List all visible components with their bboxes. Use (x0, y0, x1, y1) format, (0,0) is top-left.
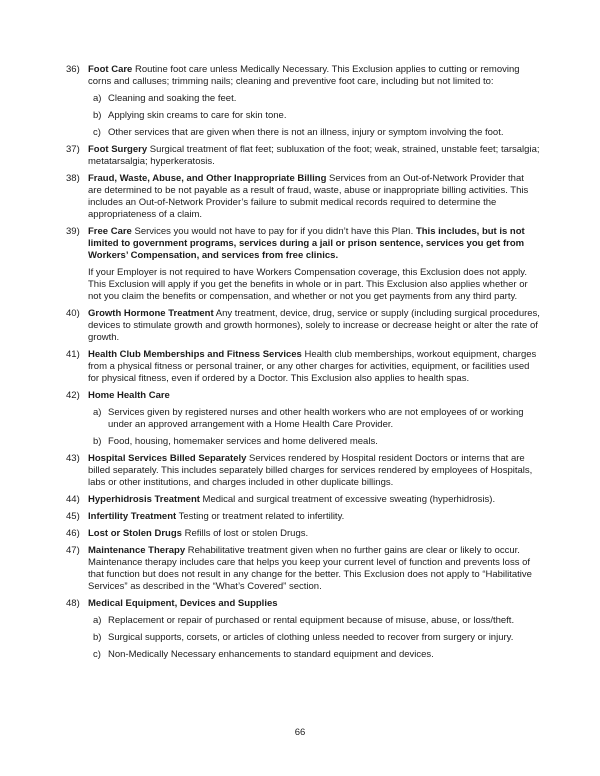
item-text (88, 545, 532, 592)
text-run: Services from an Out-of-Network Provider that are determined to be not payable as a result of fraud, waste, abuse or inappropriate billing activities. This includes an Out-of-Network Provider’s failure to submit medical records required to determine the appropriateness of a claim. (88, 173, 529, 220)
sub-item-label: a) (93, 615, 102, 626)
text-run: Other services that are given when there is not an illness, injury or symptom involving the foot. (108, 127, 504, 138)
exclusion-item (66, 64, 540, 88)
sub-item-text (108, 649, 434, 660)
text-run: Food, housing, homemaker services and home delivered meals. (108, 436, 378, 447)
sub-item-label: c) (93, 127, 101, 138)
sub-item-text (108, 407, 524, 430)
text-run: Any treatment, device, drug, service or supply (including surgical procedures, devices to stimulate growth and growth hormones), solely to increase or decrease height or alter the rate of growth. (88, 308, 540, 343)
item-text (88, 349, 536, 384)
text-run: Testing or treatment related to infertility. (176, 511, 345, 522)
item-number: 39) (66, 226, 80, 237)
text-run: Cleaning and soaking the feet. (108, 93, 237, 104)
sub-item (93, 110, 540, 122)
exclusion-item (66, 494, 540, 506)
sub-item-label: b) (93, 110, 102, 121)
sub-item (93, 649, 540, 661)
exclusion-item (66, 545, 540, 593)
exclusions-list (66, 64, 540, 661)
exclusion-item (66, 528, 540, 540)
sub-item (93, 632, 540, 644)
sub-item (93, 615, 540, 627)
sub-item-label: b) (93, 436, 102, 447)
bold-text-run: This includes, but is not limited to government programs, services during a jail or prison sentence, services you get from Workers’ Compensation, and services from free clinics. (88, 226, 525, 261)
bold-text-run: Maintenance Therapy (88, 545, 186, 556)
bold-text-run: Foot Care (88, 64, 133, 75)
exclusion-item (66, 390, 540, 402)
text-run: Services rendered by Hospital resident Doctors or interns that are billed separately. This includes separately billed charges for services rendered by employees of Hospitals, labs or other institutions, and charges included in other duplicate billings. (88, 453, 533, 488)
item-number: 47) (66, 545, 80, 556)
sub-item-label: a) (93, 93, 102, 104)
bold-text-run: Hospital Services Billed Separately (88, 453, 247, 464)
item-text (88, 528, 308, 539)
exclusion-item (66, 226, 540, 262)
bold-text-run: Hyperhidrosis Treatment (88, 494, 200, 505)
text-run: Surgical supports, corsets, or articles of clothing unless needed to recover from surgery or injury. (108, 632, 514, 643)
bold-text-run: Medical Equipment, Devices and Supplies (88, 598, 278, 609)
item-number: 44) (66, 494, 80, 505)
item-text (88, 64, 520, 87)
sub-item (93, 436, 540, 448)
sub-item-text (108, 93, 236, 104)
exclusion-item (66, 173, 540, 221)
text-run: Services you would not have to pay for if you didn’t have this Plan. (131, 226, 416, 237)
bold-text-run: Home Health Care (88, 390, 170, 401)
text-run: Rehabilitative treatment given when no further gains are clear or likely to occur. Maintenance therapy includes care that helps you keep your current level of function and prevents loss of that function but does not result in any change for the better. This Exclusion does not apply to “Habilitative Services” as described in the “What’s Covered” section. (88, 545, 532, 592)
item-text (88, 226, 525, 261)
item-number: 36) (66, 64, 80, 75)
item-number: 46) (66, 528, 80, 539)
sub-item-text (108, 127, 504, 138)
item-text (88, 494, 495, 505)
sub-item (93, 93, 540, 105)
item-number: 40) (66, 308, 80, 319)
bold-text-run: Health Club Memberships and Fitness Services (88, 349, 302, 360)
item-number: 43) (66, 453, 80, 464)
item-text (88, 598, 278, 609)
sub-item-text (108, 436, 378, 447)
sub-item (93, 407, 540, 431)
sub-item-label: a) (93, 407, 102, 418)
item-number: 38) (66, 173, 80, 184)
item-number: 48) (66, 598, 80, 609)
text-run: Replacement or repair of purchased or rental equipment because of misuse, abuse, or loss/theft. (108, 615, 515, 626)
text-run: Health club memberships, workout equipment, charges from a physical fitness or personal trainer, or any other charges for activities, equipment, or facilities used for physical fitness, even if ordered by a Doctor. This Exclusion also applies to health spas. (88, 349, 537, 384)
bold-text-run: Infertility Treatment (88, 511, 177, 522)
bold-text-run: Foot Surgery (88, 144, 148, 155)
sub-item-text (108, 615, 514, 626)
text-run: Medical and surgical treatment of excessive sweating (hyperhidrosis). (199, 494, 496, 505)
exclusion-item (66, 511, 540, 523)
item-text (88, 390, 170, 401)
bold-text-run: Growth Hormone Treatment (88, 308, 214, 319)
text-run: Non-Medically Necessary enhancements to standard equipment and devices. (108, 649, 434, 660)
item-text (88, 453, 532, 488)
text-run: Refills of lost or stolen Drugs. (181, 528, 309, 539)
text-run: Surgical treatment of flat feet; subluxation of the foot; weak, strained, unstable feet; tarsalgia; metatarsalgia; hyperkeratosis. (88, 144, 540, 167)
item-number: 41) (66, 349, 80, 360)
bold-text-run: Lost or Stolen Drugs (88, 528, 182, 539)
text-run: Applying skin creams to care for skin tone. (108, 110, 287, 121)
page-number: 66 (294, 727, 306, 738)
exclusion-item (66, 144, 540, 168)
sub-item-text (108, 632, 513, 643)
sub-item-text (108, 110, 286, 121)
item-text (88, 173, 528, 220)
exclusion-item (66, 453, 540, 489)
sub-item-label: c) (93, 649, 101, 660)
bold-text-run: Free Care (88, 226, 132, 237)
item-text (88, 308, 540, 343)
text-run: Services given by registered nurses and other health workers who are not employees of or working under an approved arrangement with a Home Health Care Provider. (108, 407, 524, 430)
text-run: If your Employer is not required to have Workers Compensation coverage, this Exclusion does not apply. This Exclusion will apply if you get the benefits in whole or in part. This Exclusion also applies whether or not you claim the benefits or compensation, and whether or not you get payments from any third party. (88, 267, 528, 302)
text-run: Routine foot care unless Medically Necessary. This Exclusion applies to cutting or removing corns and calluses; trimming nails; cleaning and preventive foot care, including but not limited to: (88, 64, 520, 87)
sub-item-label: b) (93, 632, 102, 643)
exclusion-item (66, 598, 540, 610)
bold-text-run: Fraud, Waste, Abuse, and Other Inappropriate Billing (88, 173, 327, 184)
item-text (88, 144, 540, 167)
item-text (88, 511, 344, 522)
exclusion-item (66, 349, 540, 385)
item-number: 45) (66, 511, 80, 522)
sub-item (93, 127, 540, 139)
item-number: 42) (66, 390, 80, 401)
exclusion-item (66, 308, 540, 344)
item-paragraph (88, 267, 540, 303)
item-number: 37) (66, 144, 80, 155)
